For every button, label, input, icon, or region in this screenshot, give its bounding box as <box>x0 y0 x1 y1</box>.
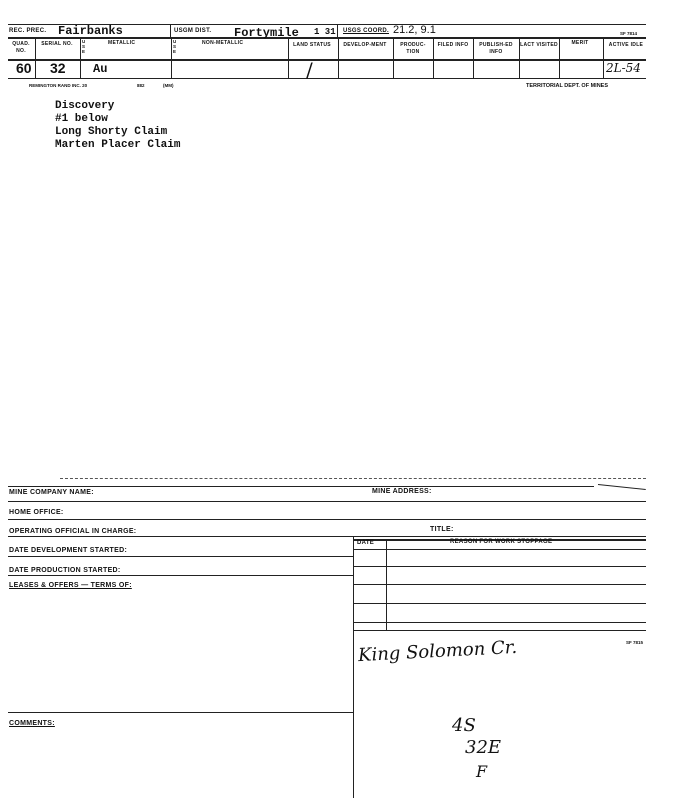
rule <box>353 622 646 623</box>
handwritten-meridian: F <box>476 762 488 781</box>
dashed-separator <box>60 478 646 479</box>
rule <box>8 556 353 557</box>
rule <box>8 575 353 576</box>
rec-prec-value: Fairbanks <box>58 24 123 38</box>
rule <box>353 584 646 585</box>
printer-imprint: REMINGTON RAND INC. 20 <box>29 83 88 88</box>
rule <box>353 566 646 567</box>
col-divider <box>35 37 36 78</box>
col-use-code-2: U S E <box>173 39 177 54</box>
title-label: TITLE: <box>430 526 454 533</box>
rec-prec-label: REC. PREC. <box>9 28 47 34</box>
usgm-dist-extra: 1 31 <box>314 27 336 37</box>
printer-code: 882 <box>137 83 145 88</box>
col-merit: MERIT <box>571 40 589 46</box>
row-serial: 32 <box>50 60 66 76</box>
mine-address-label: MINE ADDRESS: <box>372 488 432 495</box>
leases-label: LEASES & OFFERS — TERMS OF: <box>9 582 132 589</box>
rule <box>8 519 646 520</box>
lower-top-rule-tail <box>598 484 646 490</box>
rule <box>8 501 646 502</box>
note-line-3: Long Shorty Claim <box>55 126 168 138</box>
note-line-1: Discovery <box>55 100 115 112</box>
date-column-header: DATE <box>357 540 375 546</box>
row-land-status: / <box>306 58 313 82</box>
operating-official-label: OPERATING OFFICIAL IN CHARGE: <box>9 528 137 535</box>
printer-code-2: (MM) <box>163 83 174 88</box>
columns-bottom-rule <box>8 59 646 61</box>
handwritten-creek-name: King Solomon Cr. <box>357 636 518 667</box>
territorial-dept-imprint: TERRITORIAL DEPT. OF MINES <box>526 83 608 89</box>
col-production: PRODUC-TION <box>400 42 426 55</box>
col-divider <box>603 37 604 78</box>
lower-vertical-divider <box>353 536 354 798</box>
divider <box>170 24 171 37</box>
row-metallic: Au <box>93 62 108 76</box>
col-development: DEVELOP-MENT <box>343 42 387 48</box>
rule <box>353 603 646 604</box>
mine-company-name-label: MINE COMPANY NAME: <box>9 489 94 496</box>
usgs-coord-value: 21.2, 9.1 <box>393 24 436 36</box>
row-active-idle: 2L-54 <box>606 61 641 75</box>
col-divider <box>171 37 172 78</box>
col-divider <box>393 37 394 78</box>
rule <box>8 536 646 537</box>
reason-column-header: REASON FOR WORK STOPPAGE <box>450 539 553 545</box>
col-non-metallic: NON-METALLIC <box>202 40 244 46</box>
row-bottom-rule <box>8 78 646 79</box>
date-development-started-label: DATE DEVELOPMENT STARTED: <box>9 547 128 554</box>
handwritten-range: 32E <box>465 737 502 758</box>
col-divider <box>473 37 474 78</box>
rule <box>353 630 646 631</box>
date-production-started-label: DATE PRODUCTION STARTED: <box>9 567 121 574</box>
col-divider <box>338 37 339 78</box>
row-quad: 60 <box>16 60 32 76</box>
handwritten-township: 4S <box>452 715 476 736</box>
note-line-2: #1 below <box>55 113 108 125</box>
usgm-dist-value: Fortymile <box>234 26 299 40</box>
col-published-info: PUBLISH-ED INFO <box>479 42 513 55</box>
col-divider <box>433 37 434 78</box>
col-quad-no: QUAD. NO. <box>12 41 30 54</box>
col-divider <box>559 37 560 78</box>
col-use-code: U S E <box>82 39 86 54</box>
date-column-divider <box>386 539 387 630</box>
col-filed-info: FILED INFO <box>437 42 469 48</box>
home-office-label: HOME OFFICE: <box>9 509 64 516</box>
col-land-status: LAND STATUS <box>293 42 331 48</box>
col-serial-no: SERIAL NO. <box>41 41 73 47</box>
rule <box>353 549 646 550</box>
rule <box>8 712 353 713</box>
divider <box>337 24 338 37</box>
lower-top-rule <box>8 486 594 487</box>
form-number-2: SF 7815 <box>626 640 644 645</box>
col-active-idle: ACTIVE IDLE <box>608 42 644 48</box>
usgm-dist-label: USGM DIST. <box>174 28 212 34</box>
col-divider <box>519 37 520 78</box>
note-line-4: Marten Placer Claim <box>55 139 181 151</box>
col-last-visited: LACT VISITED <box>520 42 558 48</box>
col-metallic: METALLIC <box>108 40 136 46</box>
col-divider <box>288 37 289 78</box>
form-number: SF 7814 <box>620 31 638 36</box>
col-divider <box>80 37 81 78</box>
comments-label: COMMENTS: <box>9 720 55 727</box>
usgs-coord-label: USGS COORD. <box>343 28 389 34</box>
